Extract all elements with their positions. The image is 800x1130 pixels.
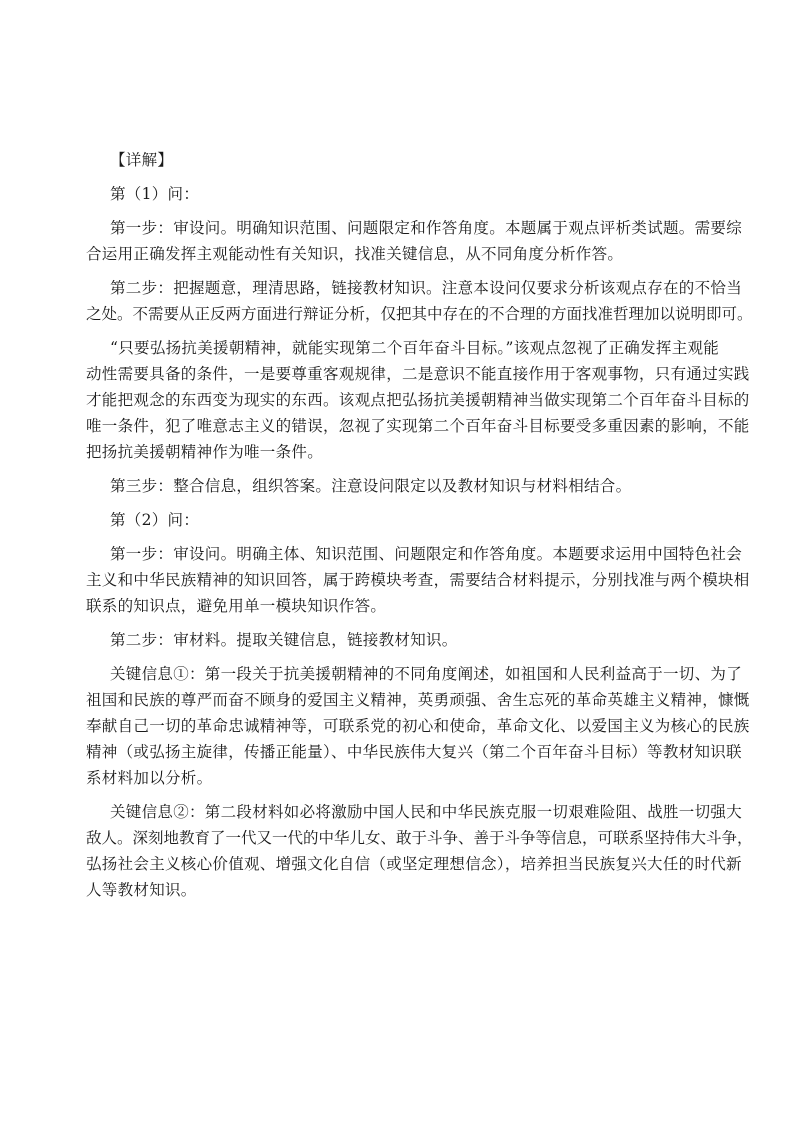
q2-key2-line-1: 关键信息②：第二段材料如必将激励中国人民和中华民族克服一切艰难险阻、战胜一切强大 xyxy=(110,803,743,821)
q1-step1-line-2: 合运用正确发挥主观能动性有关知识，找准关键信息，从不同角度分析作答。 xyxy=(86,245,624,263)
q1-step1-line-1: 第一步：审设问。明确知识范围、问题限定和作答角度。本题属于观点评析类试题。需要综 xyxy=(110,219,743,237)
q2-step1-line-3: 联系的知识点，避免用单一模块知识作答。 xyxy=(86,597,387,615)
q2-key1-line-5: 系材料加以分析。 xyxy=(86,769,213,787)
q2-key2-line-3: 弘扬社会主义核心价值观、增强文化自信（或坚定理想信念），培养担当民族复兴大任的时代新 xyxy=(86,855,742,873)
q2-step2-line-1: 第二步：审材料。提取关键信息，链接教材知识。 xyxy=(110,631,458,649)
q2-key1-line-2: 祖国和民族的尊严而奋不顾身的爱国主义精神，英勇顽强、舍生忘死的革命英雄主义精神，慷慨 xyxy=(86,691,750,709)
question-1-label: 第（1）问： xyxy=(110,185,200,203)
q1-analysis-line-5: 把扬抗美援朝精神作为唯一条件。 xyxy=(86,443,324,461)
q1-analysis-line-3: 才能把观念的东西变为现实的东西。该观点把弘扬抗美援朝精神当做实现第二个百年奋斗目标的 xyxy=(86,391,750,409)
q1-step2-line-1: 第二步：把握题意，理清思路，链接教材知识。注意本设问仅要求分析该观点存在的不恰当 xyxy=(110,279,743,297)
q2-key2-line-2: 敌人。深刻地教育了一代又一代的中华儿女、敢于斗争、善于斗争等信息，可联系坚持伟大斗争， xyxy=(86,829,753,847)
q2-step1-line-1: 第一步：审设问。明确主体、知识范围、问题限定和作答角度。本题要求运用中国特色社会 xyxy=(110,545,743,563)
q1-step2-line-2: 之处。不需要从正反两方面进行辩证分析，仅把其中存在的不合理的方面找准哲理加以说明即可。 xyxy=(86,305,753,323)
q2-key1-line-4: 精神（或弘扬主旋律，传播正能量）、中华民族伟大复兴（第二个百年奋斗目标）等教材知识联 xyxy=(86,743,742,761)
section-heading: 【详解】 xyxy=(110,151,174,169)
q2-step1-line-2: 主义和中华民族精神的知识回答，属于跨模块考查，需要结合材料提示，分别找准与两个模块相 xyxy=(86,571,750,589)
q2-key1-line-3: 奉献自己一切的革命忠诚精神等，可联系党的初心和使命，革命文化、以爱国主义为核心的民族 xyxy=(86,717,750,735)
q1-analysis-line-1: “只要弘扬抗美援朝精神，就能实现第二个百年奋斗目标。”该观点忽视了正确发挥主观能 xyxy=(110,339,720,357)
q2-key1-line-1: 关键信息①：第一段关于抗美援朝精神的不同角度阐述，如祖国和人民利益高于一切、为了 xyxy=(110,665,743,683)
q2-key2-line-4: 人等教材知识。 xyxy=(86,881,197,899)
q1-analysis-line-2: 动性需要具备的条件，一是要尊重客观规律，二是意识不能直接作用于客观事物，只有通过实践 xyxy=(86,365,750,383)
q1-step3-line-1: 第三步：整合信息，组织答案。注意设问限定以及教材知识与材料相结合。 xyxy=(110,477,632,495)
q1-analysis-line-4: 唯一条件，犯了唯意志主义的错误，忽视了实现第二个百年奋斗目标要受多重因素的影响，不能 xyxy=(86,417,750,435)
question-2-label: 第（2）问： xyxy=(110,511,200,529)
